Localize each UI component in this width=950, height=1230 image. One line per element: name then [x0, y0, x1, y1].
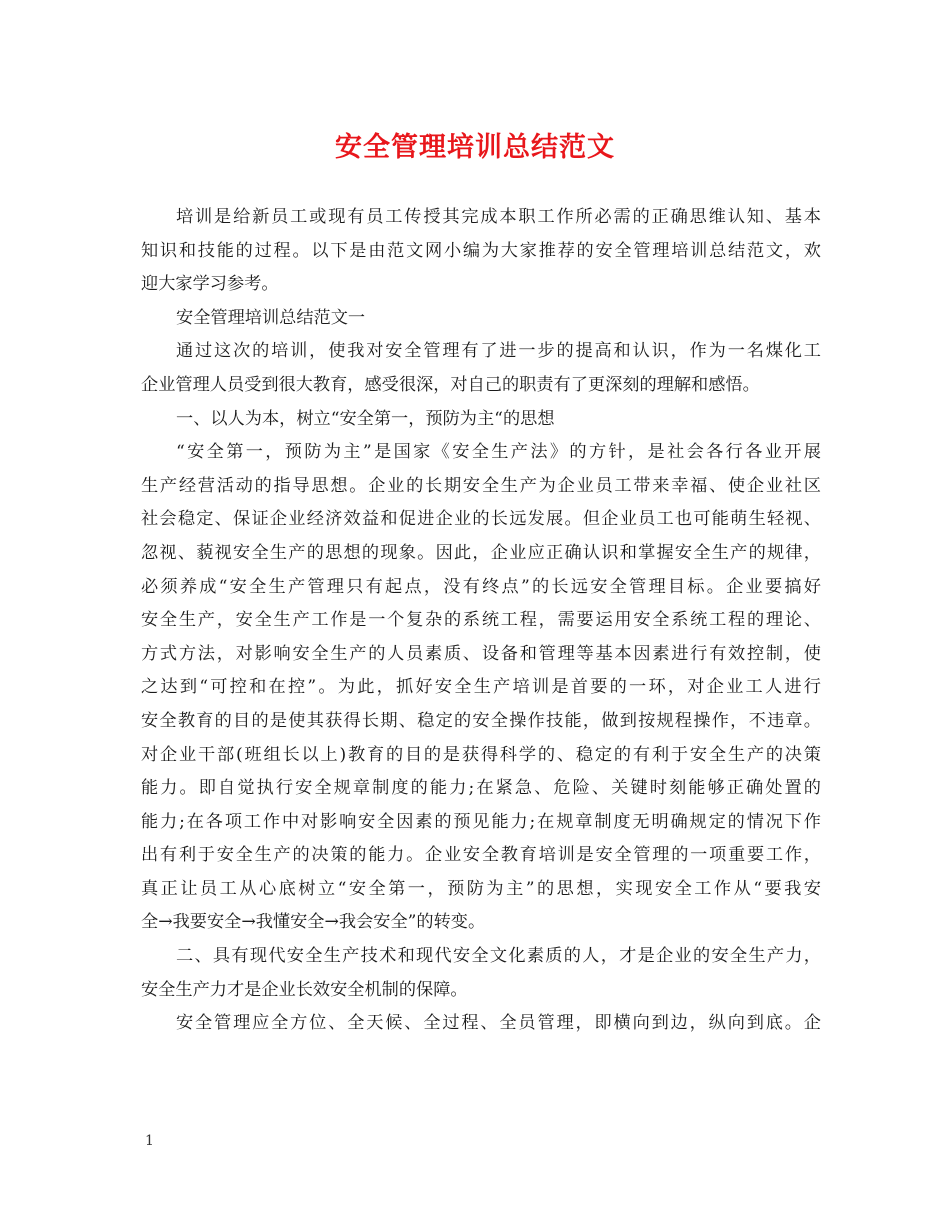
body-line: 方式方法，对影响安全生产的人员素质、设备和管理等基本因素进行有效控制，使 — [141, 643, 821, 664]
body-line: 迎大家学习参考。 — [141, 274, 279, 295]
body-line: 出有利于安全生产的决策的能力。企业安全教育培训是安全管理的一项重要工作， — [141, 845, 821, 866]
body-line: 必须养成“安全生产管理只有起点，没有终点”的长远安全管理目标。企业要搞好 — [141, 576, 821, 597]
body-line: 忽视、藐视安全生产的思想的现象。因此，企业应正确认识和掌握安全生产的规律， — [141, 542, 821, 563]
body-line: 真正让员工从心底树立“安全第一，预防为主”的思想，实现安全工作从“要我安 — [141, 878, 821, 899]
body-line: 社会稳定、保证企业经济效益和促进企业的长远发展。但企业员工也可能萌生轻视、 — [141, 509, 821, 530]
body-line: 能力。即自觉执行安全规章制度的能力;在紧急、危险、关键时刻能够正确处置的 — [141, 778, 821, 799]
body-line: 通过这次的培训，使我对安全管理有了进一步的提高和认识，作为一名煤化工 — [176, 341, 821, 362]
body-line: 安全管理应全方位、全天候、全过程、全员管理，即横向到边，纵向到底。企 — [176, 1013, 821, 1034]
document-title: 安全管理培训总结范文 — [335, 132, 615, 163]
body-line: 之达到“可控和在控”。为此，抓好安全生产培训是首要的一环，对企业工人进行 — [141, 677, 821, 698]
body-line: 对企业干部(班组长以上)教育的目的是获得科学的、稳定的有利于安全生产的决策 — [141, 744, 821, 765]
body-line: 安全生产力才是企业长效安全机制的保障。 — [141, 979, 468, 1000]
document-body — [141, 201, 821, 1041]
body-line: 知识和技能的过程。以下是由范文网小编为大家推荐的安全管理培训总结范文，欢 — [141, 240, 821, 261]
body-line: 安全生产，安全生产工作是一个复杂的系统工程，需要运用安全系统工程的理论、 — [141, 610, 821, 631]
body-line: 能力;在各项工作中对影响安全因素的预见能力;在规章制度无明确规定的情况下作 — [141, 811, 821, 832]
body-line: 全→我要安全→我懂安全→我会安全”的转变。 — [141, 912, 486, 933]
body-line: “安全第一，预防为主”是国家《安全生产法》的方针，是社会各行各业开展 — [176, 442, 821, 463]
section-heading: 安全管理培训总结范文一 — [176, 307, 366, 328]
section-heading: 二、具有现代安全生产技术和现代安全文化素质的人，才是企业的安全生产力， — [176, 946, 821, 967]
page-number: 1 — [145, 1133, 154, 1149]
body-line: 生产经营活动的指导思想。企业的长期安全生产为企业员工带来幸福、使企业社区 — [141, 475, 821, 496]
section-heading: 一、以人为本，树立“安全第一，预防为主“的思想 — [176, 408, 555, 429]
body-line: 培训是给新员工或现有员工传授其完成本职工作所必需的正确思维认知、基本 — [176, 207, 821, 227]
body-line: 企业管理人员受到很大教育，感受很深，对自己的职责有了更深刻的理解和感悟。 — [141, 374, 760, 395]
body-line: 安全教育的目的是使其获得长期、稳定的安全操作技能，做到按规程操作，不违章。 — [141, 710, 821, 731]
